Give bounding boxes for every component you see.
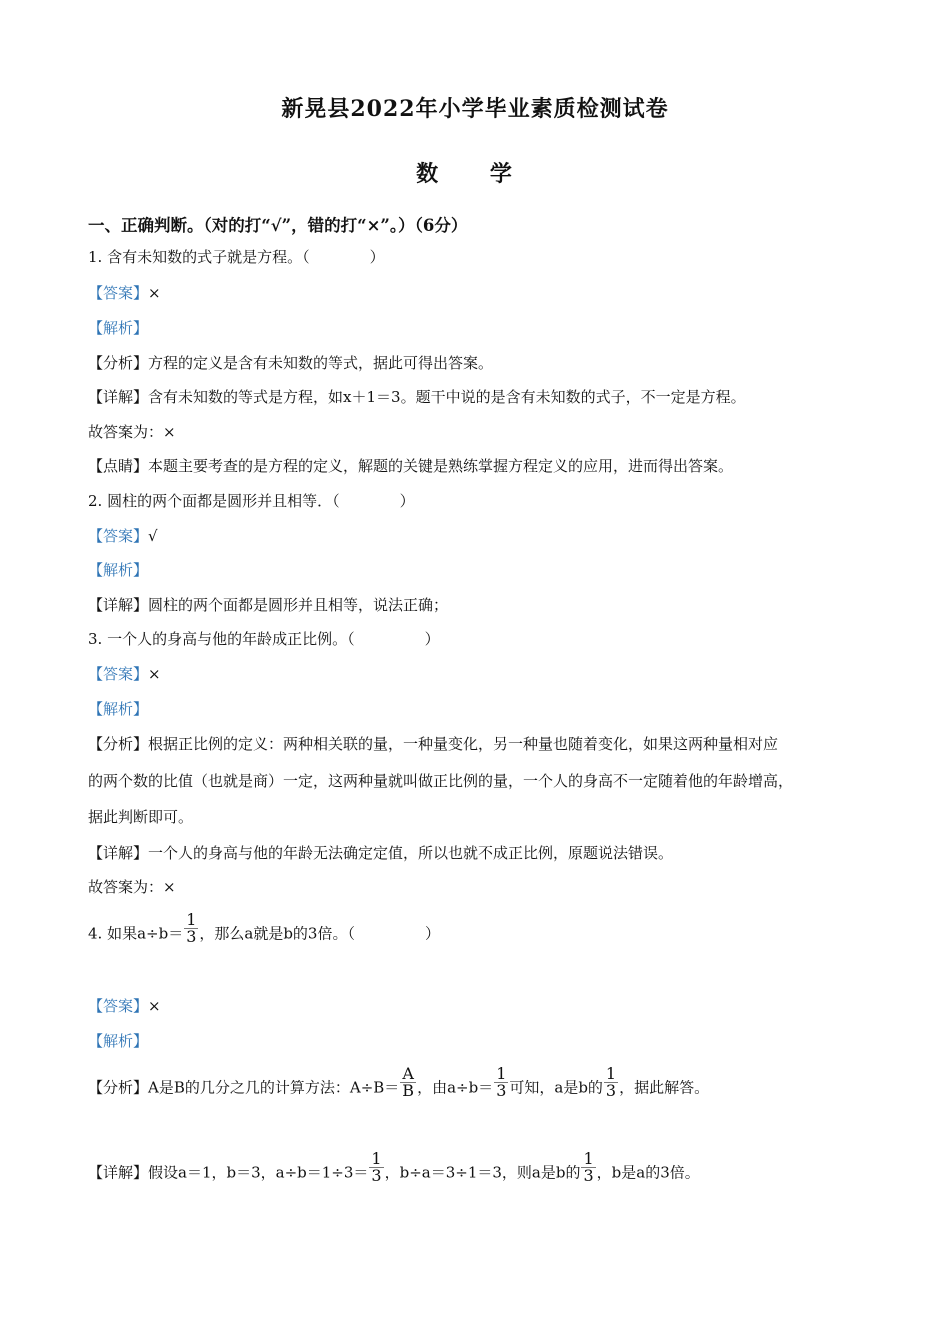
analysis-label: 【解析】 <box>88 1032 149 1050</box>
question-2-stem <box>88 490 415 511</box>
xiangjie-label: 【详解】 <box>88 388 149 406</box>
subject-title: 数 学 <box>416 161 534 187</box>
xiangjie-text-a: 假设a＝1，b＝3，a÷b＝1÷3＝ <box>148 1163 369 1182</box>
fenxi-label: 【分析】 <box>88 735 149 753</box>
question-4-answer <box>88 995 161 1016</box>
question-4-fenxi <box>88 1064 710 1105</box>
xiangjie-text-b: ，b÷a＝3÷1＝3，则a是b的 <box>384 1163 581 1182</box>
dianjing-label: 【点睛】 <box>88 457 149 475</box>
fraction-denominator: 3 <box>583 1166 594 1185</box>
answer-label: 【答案】 <box>88 527 149 545</box>
answer-label: 【答案】 <box>88 284 149 302</box>
question-3-fenxi-3: 据此判断即可。 <box>88 808 194 826</box>
question-4-text-a: 4. 如果a÷b＝ <box>88 924 184 943</box>
page-title: 新晃县2022年小学毕业素质检测试卷 <box>281 96 669 122</box>
fraction-one-third <box>604 1066 618 1099</box>
answer-label: 【答案】 <box>88 997 149 1015</box>
question-1-xiangjie <box>88 386 746 407</box>
question-2-text: 2. 圆柱的两个面都是圆形并且相等．（ <box>88 492 340 510</box>
question-1-fenxi <box>88 352 493 373</box>
question-4-xiangjie <box>88 1149 700 1190</box>
question-2-answer <box>88 525 158 546</box>
paren-close: ） <box>424 924 440 943</box>
fraction-denominator: 3 <box>496 1081 507 1100</box>
question-4-stem <box>88 910 440 951</box>
answer-value: √ <box>148 527 158 545</box>
paren-close: ） <box>424 630 440 648</box>
question-3-answer <box>88 663 161 684</box>
fraction-numerator: 1 <box>186 910 197 929</box>
xiangjie-text-c: ，b是a的3倍。 <box>596 1163 700 1182</box>
fraction-one-third <box>184 912 198 945</box>
question-1-stem <box>88 246 385 267</box>
dianjing-text: 本题主要考查的是方程的定义，解题的关键是熟练掌握方程定义的应用，进而得出答案。 <box>148 457 734 475</box>
question-3-fenxi-2: 的两个数的比值（也就是商）一定，这两种量就叫做正比例的量，一个人的身高不一定随着他的年龄增高， <box>88 772 794 790</box>
fraction-numerator: 1 <box>496 1064 507 1083</box>
fraction-a-over-b <box>400 1066 416 1099</box>
fraction-numerator: 1 <box>605 1064 617 1083</box>
question-3-text: 3. 一个人的身高与他的年龄成正比例。（ <box>88 630 355 648</box>
fenxi-text-c: 可知，a是b的 <box>509 1078 603 1097</box>
fenxi-label: 【分析】 <box>88 354 149 372</box>
fraction-numerator: A <box>400 1066 416 1083</box>
question-2-xiangjie <box>88 594 448 615</box>
question-1-text: 1. 含有未知数的式子就是方程。（ <box>88 248 310 266</box>
xiangjie-text: 含有未知数的等式是方程，如x＋1＝3。题干中说的是含有未知数的式子，不一定是方程。 <box>148 388 746 406</box>
paren-close: ） <box>369 248 385 266</box>
answer-label: 【答案】 <box>88 665 149 683</box>
question-3-conclusion: 故答案为：× <box>88 878 176 896</box>
question-1-answer <box>88 282 161 303</box>
fraction-one-third <box>494 1066 508 1099</box>
fraction-numerator: 1 <box>371 1149 382 1168</box>
answer-value: × <box>148 997 161 1015</box>
xiangjie-label: 【详解】 <box>88 596 149 614</box>
question-3-xiangjie <box>88 842 673 863</box>
xiangjie-text: 圆柱的两个面都是圆形并且相等，说法正确； <box>148 596 449 614</box>
fraction-denominator: 3 <box>605 1081 617 1100</box>
fraction-denominator: 3 <box>371 1166 382 1185</box>
fraction-one-third <box>581 1151 595 1184</box>
xiangjie-text: 一个人的身高与他的年龄无法确定定值，所以也就不成正比例，原题说法错误。 <box>148 844 674 862</box>
analysis-label: 【解析】 <box>88 319 149 337</box>
question-3-stem <box>88 628 440 649</box>
fenxi-label: 【分析】 <box>88 1078 149 1097</box>
analysis-label: 【解析】 <box>88 700 149 718</box>
xiangjie-label: 【详解】 <box>88 1163 149 1182</box>
question-4-text-b: ，那么a就是b的3倍。（ <box>199 924 355 943</box>
fraction-denominator: B <box>402 1081 415 1100</box>
question-3-fenxi-1 <box>88 733 778 754</box>
section-heading: 一、正确判断。（对的打“√”，错的打“×”。）（6分） <box>88 216 468 235</box>
answer-value: × <box>148 284 161 302</box>
xiangjie-label: 【详解】 <box>88 844 149 862</box>
fenxi-text-a: A是B的几分之几的计算方法：A÷B＝ <box>148 1078 400 1097</box>
question-1-conclusion: 故答案为：× <box>88 423 176 441</box>
fraction-numerator: 1 <box>583 1149 594 1168</box>
paren-close: ） <box>399 492 415 510</box>
fenxi-text: 根据正比例的定义：两种相关联的量，一种量变化，另一种量也随着变化，如果这两种量相对应 <box>148 735 779 753</box>
answer-value: × <box>148 665 161 683</box>
fraction-one-third <box>369 1151 383 1184</box>
fenxi-text-d: ，据此解答。 <box>619 1078 710 1097</box>
question-1-dianjing <box>88 455 733 476</box>
analysis-label: 【解析】 <box>88 561 149 579</box>
fraction-denominator: 3 <box>186 927 197 946</box>
fenxi-text: 方程的定义是含有未知数的等式，据此可得出答案。 <box>148 354 494 372</box>
fenxi-text-b: ，由a÷b＝ <box>417 1078 494 1097</box>
